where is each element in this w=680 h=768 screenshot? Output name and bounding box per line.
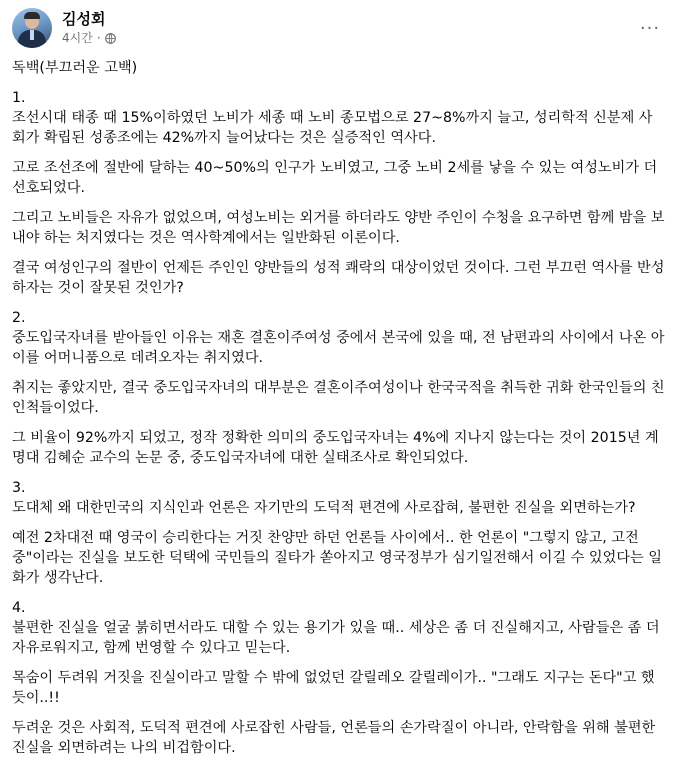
author-name[interactable]: 김성회 [62, 10, 106, 28]
post-paragraph: 그리고 노비들은 자유가 없었으며, 여성노비는 외거를 하더라도 양반 주인이 수청을 요구하면 함께 밤을 보내야 하는 처지였다는 것은 역사학계에서는 일반화된 이론이다. [12, 210, 665, 246]
section-number: 4. [12, 600, 26, 616]
post-paragraph: 도대체 왜 대한민국의 지식인과 언론은 자기만의 도덕적 편견에 사로잡혀, 불편한 진실을 외면하는가? [12, 500, 636, 516]
section-number: 2. [12, 310, 26, 326]
post-subline [62, 30, 116, 46]
post-paragraph: 두려운 것은 사회적, 도덕적 편견에 사로잡힌 사람들, 언론들의 손가락질이 아니라, 안락함을 위해 불편한 진실을 외면하려는 나의 비겁함이다. [12, 720, 656, 756]
post-paragraph: 불편한 진실을 얼굴 붉히면서라도 대할 수 있는 용기가 있을 때.. 세상은 좀 더 진실해지고, 사람들은 좀 더 자유로워지고, 함께 번영할 수 있다고 믿는다. [12, 620, 660, 656]
post-paragraph: 조선시대 태종 때 15%이하였던 노비가 세종 때 노비 종모법으로 27~8%까지 늘고, 성리학적 신분제 사회가 확립된 성종조에는 42%까지 늘어났다는 것은 실증적인 역사다. [12, 110, 653, 146]
post-paragraph: 중도입국자녀를 받아들인 이유는 재혼 결혼이주여성 중에서 본국에 있을 때, 전 남편과의 사이에서 나온 아이를 어머니품으로 데려오자는 취지였다. [12, 330, 665, 366]
section-number: 1. [12, 90, 26, 106]
post-time[interactable]: 4시간 [62, 31, 93, 45]
avatar-hair [24, 12, 40, 19]
section-number: 3. [12, 480, 26, 496]
post-paragraph: 예전 2차대전 때 영국이 승리한다는 거짓 찬양만 하던 언론들 사이에서.. 한 언론이 "그렇지 않고, 고전중"이라는 진실을 보도한 덕택에 국민들의 질타가 쏟아지고 영국정부가 심기일전해서 이길 수 있었다는 일화가 생각난다. [12, 530, 662, 586]
post-paragraph: 결국 여성인구의 절반이 언제든 주인인 양반들의 성적 쾌락의 대상이었던 것이다. 그런 부끄런 역사를 반성하자는 것이 잘못된 것인가? [12, 260, 665, 296]
post-paragraph: 목숨이 두려워 거짓을 진실이라고 말할 수 밖에 없었던 갈릴레오 갈릴레이가.. "그래도 지구는 돈다"고 했듯이..!! [12, 670, 655, 706]
post-header [12, 8, 668, 48]
post-body [12, 58, 666, 768]
globe-icon[interactable] [105, 33, 116, 44]
separator-dot: · [96, 31, 101, 45]
post-paragraph: 독백(부끄러운 고백) [12, 60, 138, 76]
post-paragraph: 고로 조선조에 절반에 달하는 40~50%의 인구가 노비였고, 그중 노비 2세를 낳을 수 있는 여성노비가 더 선호되었다. [12, 160, 658, 196]
post-meta [62, 10, 116, 46]
more-options-icon[interactable]: ··· [639, 17, 661, 39]
avatar-tie [30, 30, 34, 40]
post-paragraph: 취지는 좋았지만, 결국 중도입국자녀의 대부분은 결혼이주여성이나 한국국적을 취득한 귀화 한국인들의 친인척들이었다. [12, 380, 665, 416]
post-paragraph: 그 비율이 92%까지 되었고, 정작 정확한 의미의 중도입국자녀는 4%에 지나지 않는다는 것이 2015년 계명대 김혜순 교수의 논문 중, 중도입국자녀에 대한 실태조사로 확인되었다. [12, 430, 659, 466]
avatar[interactable] [12, 8, 52, 48]
